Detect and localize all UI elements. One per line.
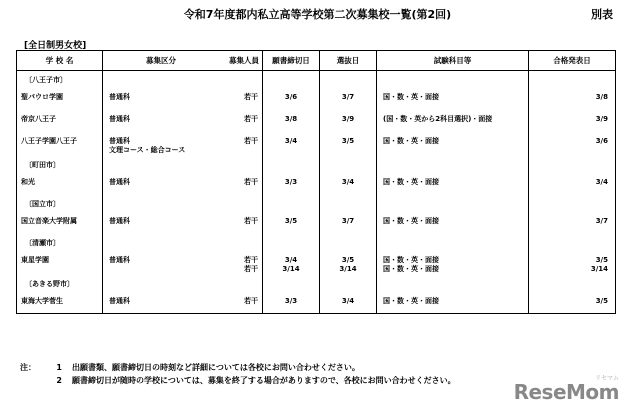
quota-text: 若干 — [244, 136, 258, 145]
result-cell — [529, 88, 616, 110]
empty-cell — [529, 71, 616, 88]
exam-text-2: 3/14 — [339, 264, 357, 273]
table-row — [17, 173, 616, 195]
empty-cell — [529, 156, 616, 173]
subjects-text: 国・数・英・面接 — [383, 255, 439, 264]
region-label: 〔町田市〕 — [17, 156, 103, 173]
header-category-quota — [103, 51, 263, 71]
header-subjects: 試験科目等 — [377, 51, 529, 71]
table-row — [17, 110, 616, 132]
result-text: 3/5 — [595, 296, 608, 305]
subjects-text: 国・数・英・面接 — [383, 177, 439, 186]
exam-cell — [320, 110, 377, 132]
exam-cell — [320, 88, 377, 110]
header-deadline: 願書締切日 — [263, 51, 320, 71]
note-number: 2 — [56, 376, 62, 385]
category-cell — [103, 88, 263, 110]
header-school: 学 校 名 — [17, 51, 103, 71]
exam-cell — [320, 251, 377, 275]
empty-cell — [263, 71, 320, 88]
header-result: 合格発表日 — [529, 51, 616, 71]
region-row — [17, 156, 616, 173]
subjects-cell — [377, 292, 529, 314]
school-name — [17, 173, 103, 195]
school-name — [17, 88, 103, 110]
category-cell — [103, 110, 263, 132]
exam-text: 3/9 — [341, 114, 355, 123]
empty-cell — [103, 156, 263, 173]
exam-text: 3/7 — [341, 92, 355, 101]
empty-cell — [377, 234, 529, 251]
deadline-text-2: 3/14 — [282, 264, 300, 273]
category-cell — [103, 173, 263, 195]
result-cell — [529, 173, 616, 195]
logo-subtext: リセマム — [595, 375, 619, 382]
deadline-cell — [263, 132, 320, 156]
empty-cell — [320, 275, 377, 292]
exam-cell — [320, 173, 377, 195]
category-cell — [103, 212, 263, 234]
table-row — [17, 292, 616, 314]
empty-cell — [529, 234, 616, 251]
school-name-text: 東星学園 — [21, 255, 49, 264]
result-cell — [529, 251, 616, 275]
region-row — [17, 71, 616, 88]
result-text: 3/4 — [595, 177, 608, 186]
empty-cell — [320, 234, 377, 251]
empty-cell — [103, 234, 263, 251]
school-name-text: 聖パウロ学園 — [21, 92, 63, 101]
exam-cell — [320, 292, 377, 314]
quota-text-2: 若干 — [244, 264, 258, 273]
note-item — [20, 361, 456, 374]
empty-cell — [263, 195, 320, 212]
category-text: 普通科 — [109, 255, 130, 264]
quota-text: 若干 — [244, 177, 258, 186]
deadline-cell — [263, 212, 320, 234]
subjects-cell — [377, 212, 529, 234]
deadline-text: 3/4 — [284, 136, 298, 145]
subjects-cell — [377, 132, 529, 156]
empty-cell — [529, 275, 616, 292]
category-cell — [103, 292, 263, 314]
table-row — [17, 88, 616, 110]
header-exam: 選抜日 — [320, 51, 377, 71]
result-cell — [529, 132, 616, 156]
empty-cell — [320, 71, 377, 88]
school-name — [17, 110, 103, 132]
result-text: 3/9 — [595, 114, 608, 123]
region-row — [17, 275, 616, 292]
note-text: 願書締切日が随時の学校については、募集を終了する場合がありますので、各校にお問い合わせください。 — [72, 376, 456, 385]
quota-text: 若干 — [244, 255, 258, 264]
empty-cell — [263, 275, 320, 292]
subjects-text: 国・数・英・面接 — [383, 92, 439, 101]
school-name-text: 東海大学菅生 — [21, 296, 63, 305]
table-body — [17, 71, 616, 314]
header-quota: 募集人員 — [229, 56, 259, 65]
empty-cell — [320, 156, 377, 173]
quota-text: 若干 — [244, 296, 258, 305]
table-row — [17, 212, 616, 234]
category-cell — [103, 251, 263, 275]
empty-cell — [320, 195, 377, 212]
empty-cell — [103, 195, 263, 212]
exam-text: 3/5 — [341, 136, 355, 145]
page-title: 令和7年度都内私立高等学校第二次募集校一覧(第2回) — [183, 8, 452, 21]
empty-cell — [103, 275, 263, 292]
region-row — [17, 195, 616, 212]
subjects-text: (国・数・英から2科目選択)・面接 — [383, 114, 493, 123]
deadline-text: 3/5 — [284, 216, 298, 225]
deadline-text: 3/6 — [284, 92, 298, 101]
result-text: 3/5 — [595, 255, 608, 264]
result-text: 3/6 — [595, 136, 608, 145]
result-cell — [529, 292, 616, 314]
school-name-text: 国立音楽大学附属 — [21, 216, 77, 225]
subjects-cell — [377, 173, 529, 195]
school-name-text: 帝京八王子 — [21, 114, 56, 123]
deadline-text: 3/8 — [284, 114, 298, 123]
deadline-text: 3/4 — [284, 255, 298, 264]
empty-cell — [377, 275, 529, 292]
exam-text: 3/4 — [341, 177, 355, 186]
subjects-cell — [377, 88, 529, 110]
category-text: 普通科 — [109, 216, 130, 225]
subjects-text: 国・数・英・面接 — [383, 296, 439, 305]
note-number: 1 — [56, 363, 62, 372]
exam-text: 3/5 — [341, 255, 355, 264]
deadline-text: 3/3 — [284, 296, 298, 305]
subjects-cell — [377, 251, 529, 275]
quota-text: 若干 — [244, 92, 258, 101]
empty-cell — [103, 71, 263, 88]
result-text: 3/7 — [595, 216, 608, 225]
deadline-cell — [263, 251, 320, 275]
result-cell — [529, 110, 616, 132]
note-text: 出願書類、願書締切日の時刻など詳細については各校にお問い合わせください。 — [72, 363, 360, 372]
school-name-text: 和光 — [21, 177, 35, 186]
result-text-2: 3/14 — [590, 264, 608, 273]
category-sub-text: 文理コース・総合コース — [109, 145, 186, 154]
quota-text: 若干 — [244, 114, 258, 123]
empty-cell — [377, 195, 529, 212]
school-name — [17, 212, 103, 234]
schools-table — [16, 50, 616, 314]
category-text: 普通科 — [109, 136, 130, 145]
empty-cell — [377, 71, 529, 88]
subjects-text-2: 国・数・英・面接 — [383, 264, 439, 273]
deadline-cell — [263, 173, 320, 195]
annex-label: 別表 — [591, 8, 613, 21]
category-text: 普通科 — [109, 177, 130, 186]
school-name — [17, 132, 103, 156]
table-row — [17, 132, 616, 156]
notes-label: 注： — [20, 363, 36, 372]
table-row — [17, 251, 616, 275]
table-header-row — [17, 51, 616, 71]
deadline-cell — [263, 292, 320, 314]
empty-cell — [377, 156, 529, 173]
subjects-cell — [377, 110, 529, 132]
school-name — [17, 292, 103, 314]
exam-text: 3/7 — [341, 216, 355, 225]
region-row — [17, 234, 616, 251]
school-name — [17, 251, 103, 275]
empty-cell — [529, 195, 616, 212]
quota-text: 若干 — [244, 216, 258, 225]
section-label: [全日制男女校] — [24, 41, 87, 51]
subjects-text: 国・数・英・面接 — [383, 216, 439, 225]
note-item — [20, 374, 456, 387]
category-cell — [103, 132, 263, 156]
category-text: 普通科 — [109, 296, 130, 305]
school-name-text: 八王子学園八王子 — [21, 136, 77, 145]
header-category: 募集区分 — [146, 56, 176, 65]
region-label: 〔あきる野市〕 — [17, 275, 103, 292]
exam-text: 3/4 — [341, 296, 355, 305]
exam-cell — [320, 132, 377, 156]
exam-cell — [320, 212, 377, 234]
deadline-cell — [263, 88, 320, 110]
category-text: 普通科 — [109, 114, 130, 123]
category-text: 普通科 — [109, 92, 130, 101]
region-label: 〔八王子市〕 — [17, 71, 103, 88]
region-label: 〔国立市〕 — [17, 195, 103, 212]
empty-cell — [263, 156, 320, 173]
subjects-text: 国・数・英・面接 — [383, 136, 439, 145]
result-text: 3/8 — [595, 92, 608, 101]
notes — [20, 361, 456, 387]
resemom-logo: ReseMom — [513, 380, 619, 404]
result-cell — [529, 212, 616, 234]
region-label: 〔清瀬市〕 — [17, 234, 103, 251]
deadline-cell — [263, 110, 320, 132]
deadline-text: 3/3 — [284, 177, 298, 186]
empty-cell — [263, 234, 320, 251]
